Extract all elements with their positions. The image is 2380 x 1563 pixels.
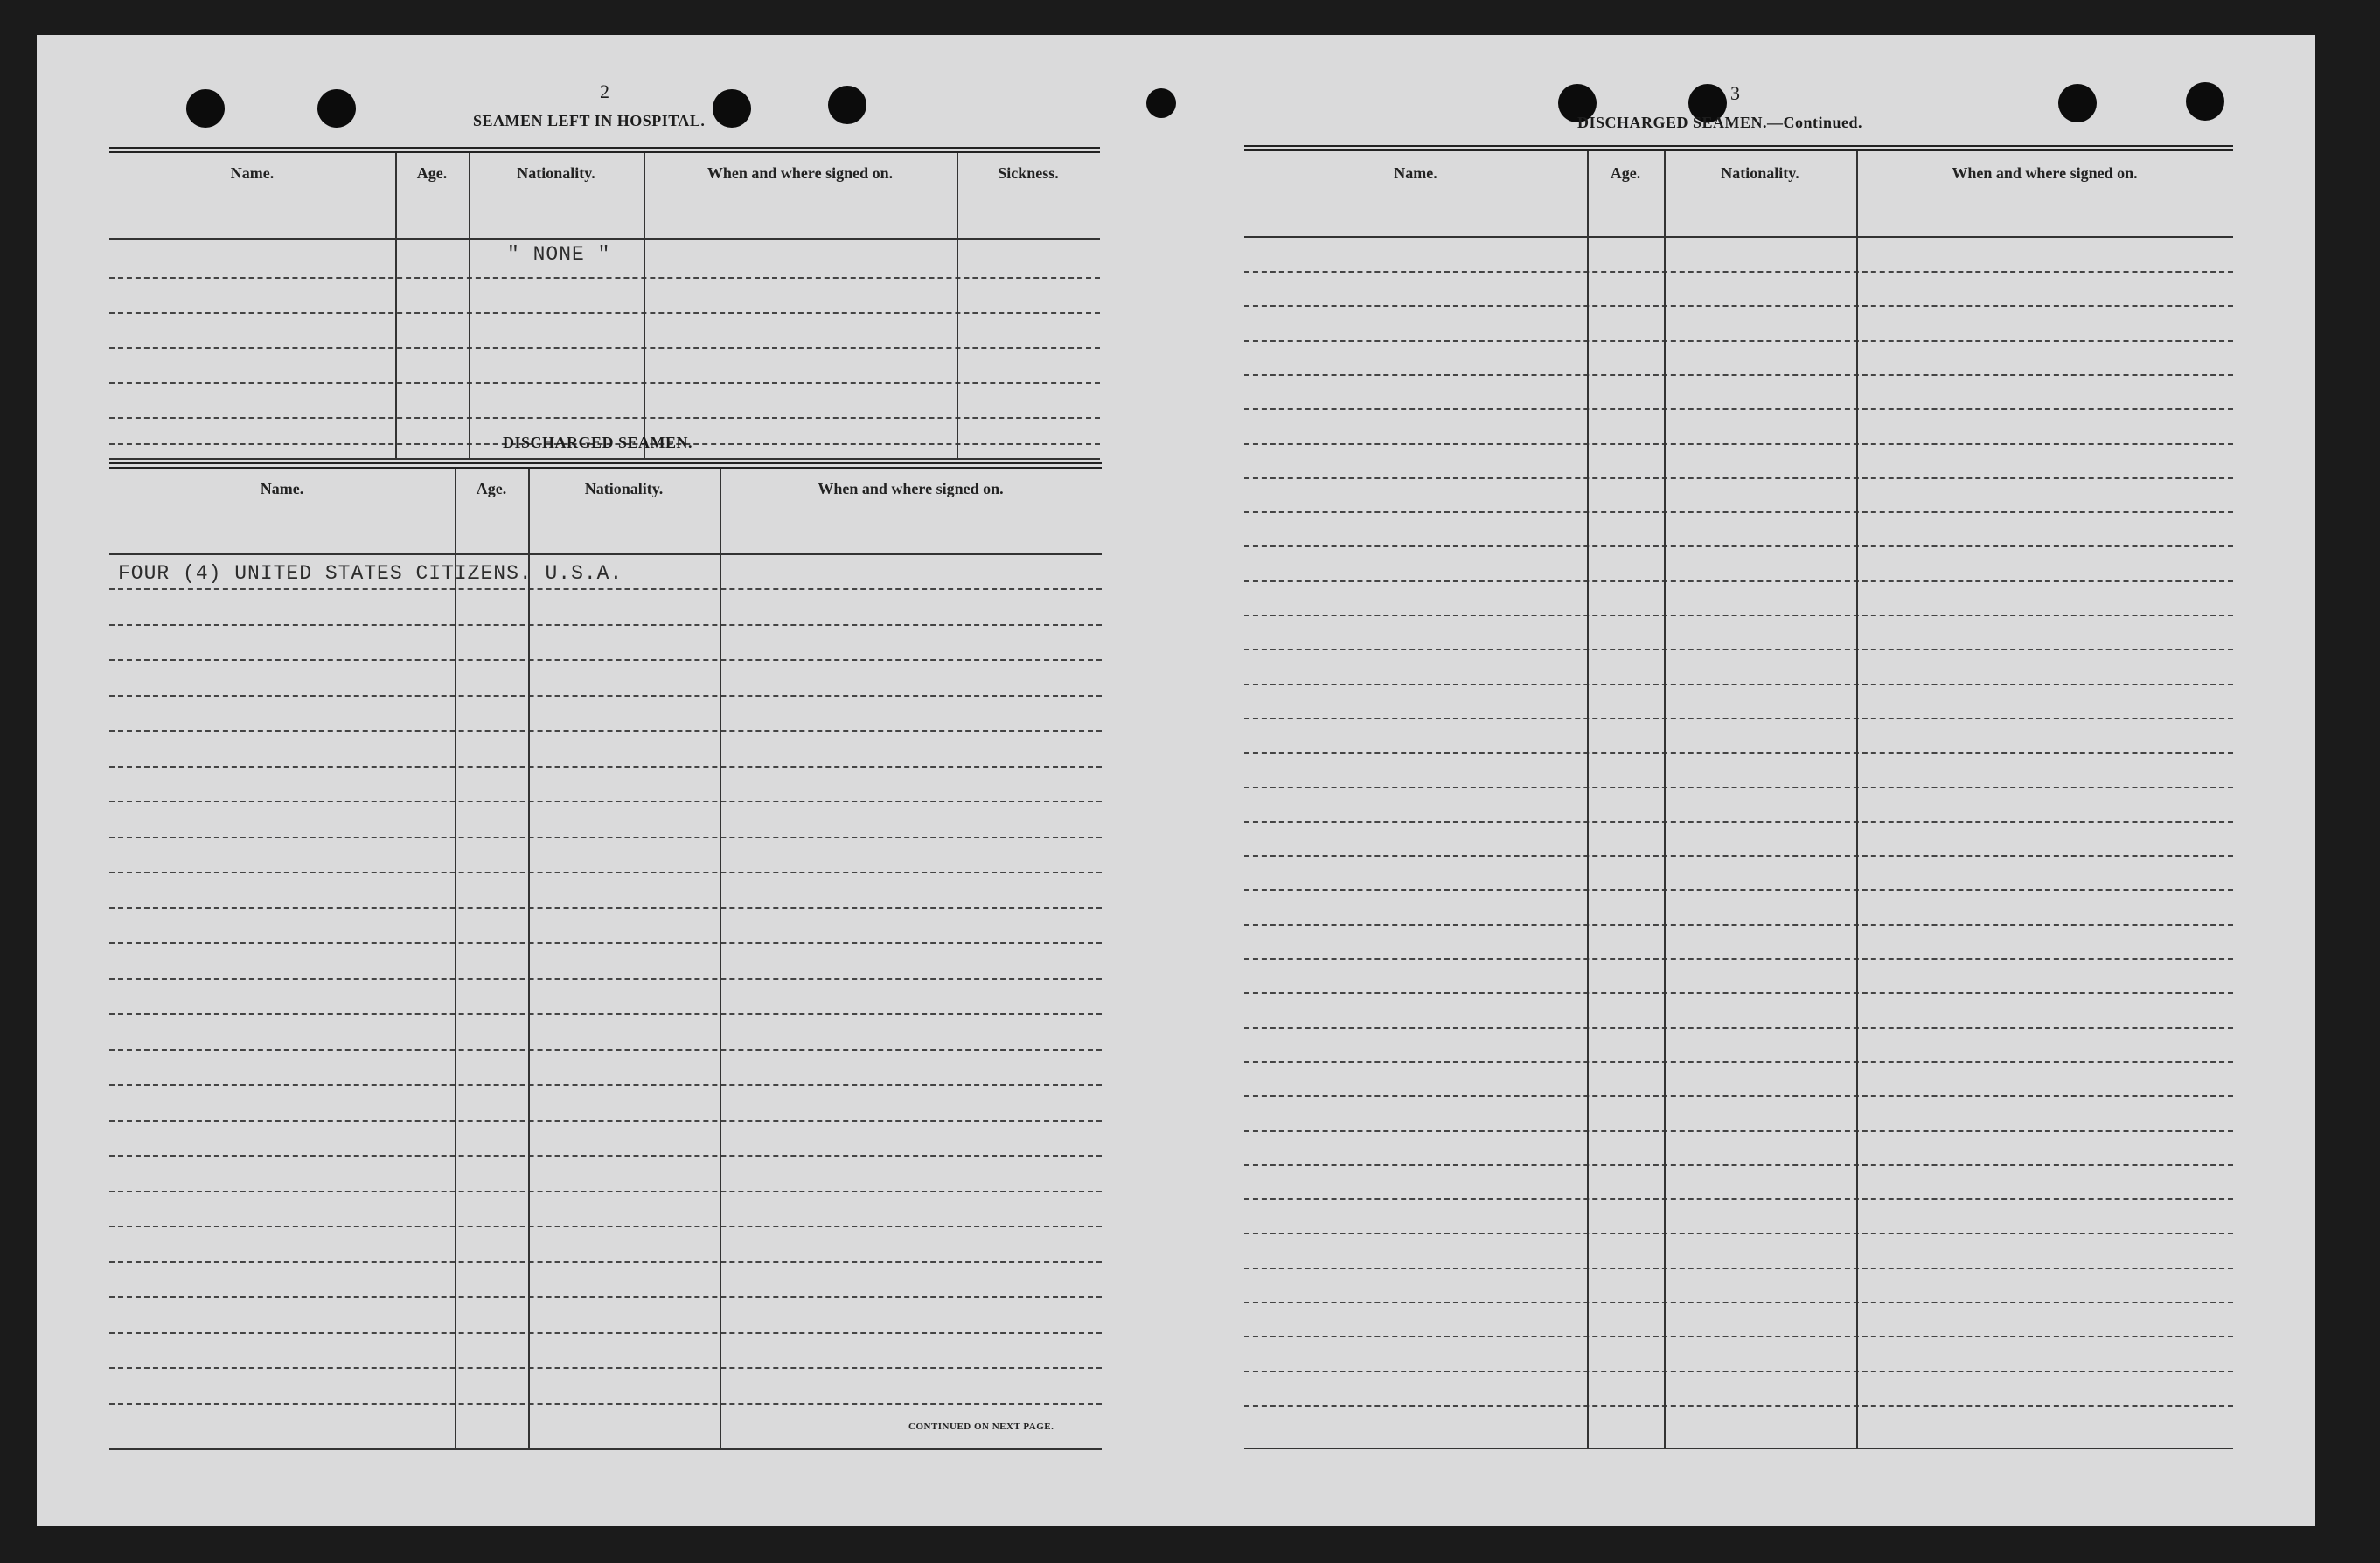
page-number-right: 3	[1730, 82, 1740, 104]
ruled-line	[1244, 271, 2233, 273]
ruled-line	[1244, 684, 2233, 685]
ruled-line	[1244, 340, 2233, 342]
col-nationality: Nationality.	[517, 164, 595, 182]
discharged-table	[109, 462, 1102, 1450]
ruled-line	[109, 1261, 1102, 1263]
ruled-line	[109, 659, 1102, 661]
col-name: Name.	[260, 480, 304, 497]
ruled-line	[1244, 511, 2233, 513]
col-name: Name.	[1394, 164, 1437, 182]
ruled-line	[1244, 615, 2233, 616]
ruled-line	[109, 695, 1102, 697]
ruled-line	[109, 1296, 1102, 1298]
ruled-line	[1244, 374, 2233, 376]
discharged-entry: FOUR (4) UNITED STATES CITIZENS. U.S.A.	[118, 562, 623, 585]
ruled-line	[109, 730, 1102, 732]
punch-hole	[186, 89, 225, 128]
ruled-line	[1244, 992, 2233, 994]
ruled-line	[1244, 1095, 2233, 1097]
col-signed-on: When and where signed on.	[706, 164, 894, 182]
ruled-line	[1244, 787, 2233, 788]
ruled-line	[1244, 1336, 2233, 1337]
ruled-line	[1244, 1371, 2233, 1372]
punch-hole	[828, 86, 866, 124]
punch-hole	[713, 89, 751, 128]
ruled-line	[109, 1013, 1102, 1015]
ruled-line	[1244, 752, 2233, 754]
punch-hole	[2186, 82, 2224, 121]
punch-hole	[1146, 88, 1176, 118]
ruled-line	[1244, 443, 2233, 445]
col-name: Name.	[230, 164, 275, 182]
ruled-line	[1244, 1233, 2233, 1234]
col-age: Age.	[416, 164, 448, 182]
ruled-line	[109, 978, 1102, 980]
col-nationality: Nationality.	[1721, 164, 1799, 182]
ruled-line	[1244, 1405, 2233, 1407]
discharged-continued-table	[1244, 145, 2233, 1451]
col-age: Age.	[476, 480, 507, 497]
ruled-line	[1244, 649, 2233, 650]
col-age: Age.	[1610, 164, 1641, 182]
ruled-line	[109, 907, 1102, 909]
ruled-line	[1244, 821, 2233, 823]
continued-footer: CONTINUED ON NEXT PAGE.	[908, 1421, 1054, 1432]
discharged-section-title: DISCHARGED SEAMEN.	[503, 434, 693, 451]
ruled-line	[109, 1084, 1102, 1086]
col-nationality: Nationality.	[584, 480, 664, 497]
ruled-line	[109, 801, 1102, 802]
ruled-line	[109, 1403, 1102, 1405]
ruled-line	[1244, 1061, 2233, 1063]
ruled-line	[1244, 1268, 2233, 1269]
ruled-line	[109, 1155, 1102, 1157]
ruled-line	[109, 1332, 1102, 1334]
col-sickness: Sickness.	[998, 164, 1059, 182]
ruled-line	[109, 1191, 1102, 1192]
ruled-line	[1244, 718, 2233, 719]
ruled-line	[1244, 477, 2233, 479]
hospital-entry: " NONE "	[507, 243, 611, 266]
ruled-line	[1244, 924, 2233, 926]
discharged-continued-title: DISCHARGED SEAMEN.—Continued.	[1577, 114, 1863, 131]
ruled-line	[1244, 1198, 2233, 1200]
page-number-left: 2	[600, 80, 609, 102]
ruled-line	[1244, 580, 2233, 582]
ruled-line	[109, 1049, 1102, 1051]
ruled-line	[1244, 1302, 2233, 1303]
ruled-line	[109, 942, 1102, 944]
ruled-line	[109, 1120, 1102, 1122]
col-signed-on: When and where signed on.	[818, 480, 1004, 497]
hospital-table	[109, 147, 1100, 462]
ruled-line	[1244, 1164, 2233, 1166]
col-signed-on: When and where signed on.	[1952, 164, 2138, 182]
ruled-line	[1244, 545, 2233, 547]
ruled-line	[109, 837, 1102, 838]
ruled-line	[109, 588, 1102, 590]
ruled-line	[1244, 408, 2233, 410]
ruled-line	[109, 624, 1102, 626]
hospital-section-title: SEAMEN LEFT IN HOSPITAL.	[473, 112, 706, 129]
ruled-line	[1244, 1027, 2233, 1029]
ruled-line	[1244, 889, 2233, 891]
ruled-line	[1244, 1130, 2233, 1132]
ruled-line	[1244, 305, 2233, 307]
ruled-line	[109, 1226, 1102, 1227]
punch-hole	[317, 89, 356, 128]
ruled-line	[1244, 958, 2233, 960]
document-sheet	[37, 35, 2315, 1526]
ruled-line	[1244, 855, 2233, 857]
punch-hole	[2058, 84, 2097, 122]
ruled-line	[109, 872, 1102, 873]
ruled-line	[109, 1367, 1102, 1369]
ruled-line	[109, 766, 1102, 768]
